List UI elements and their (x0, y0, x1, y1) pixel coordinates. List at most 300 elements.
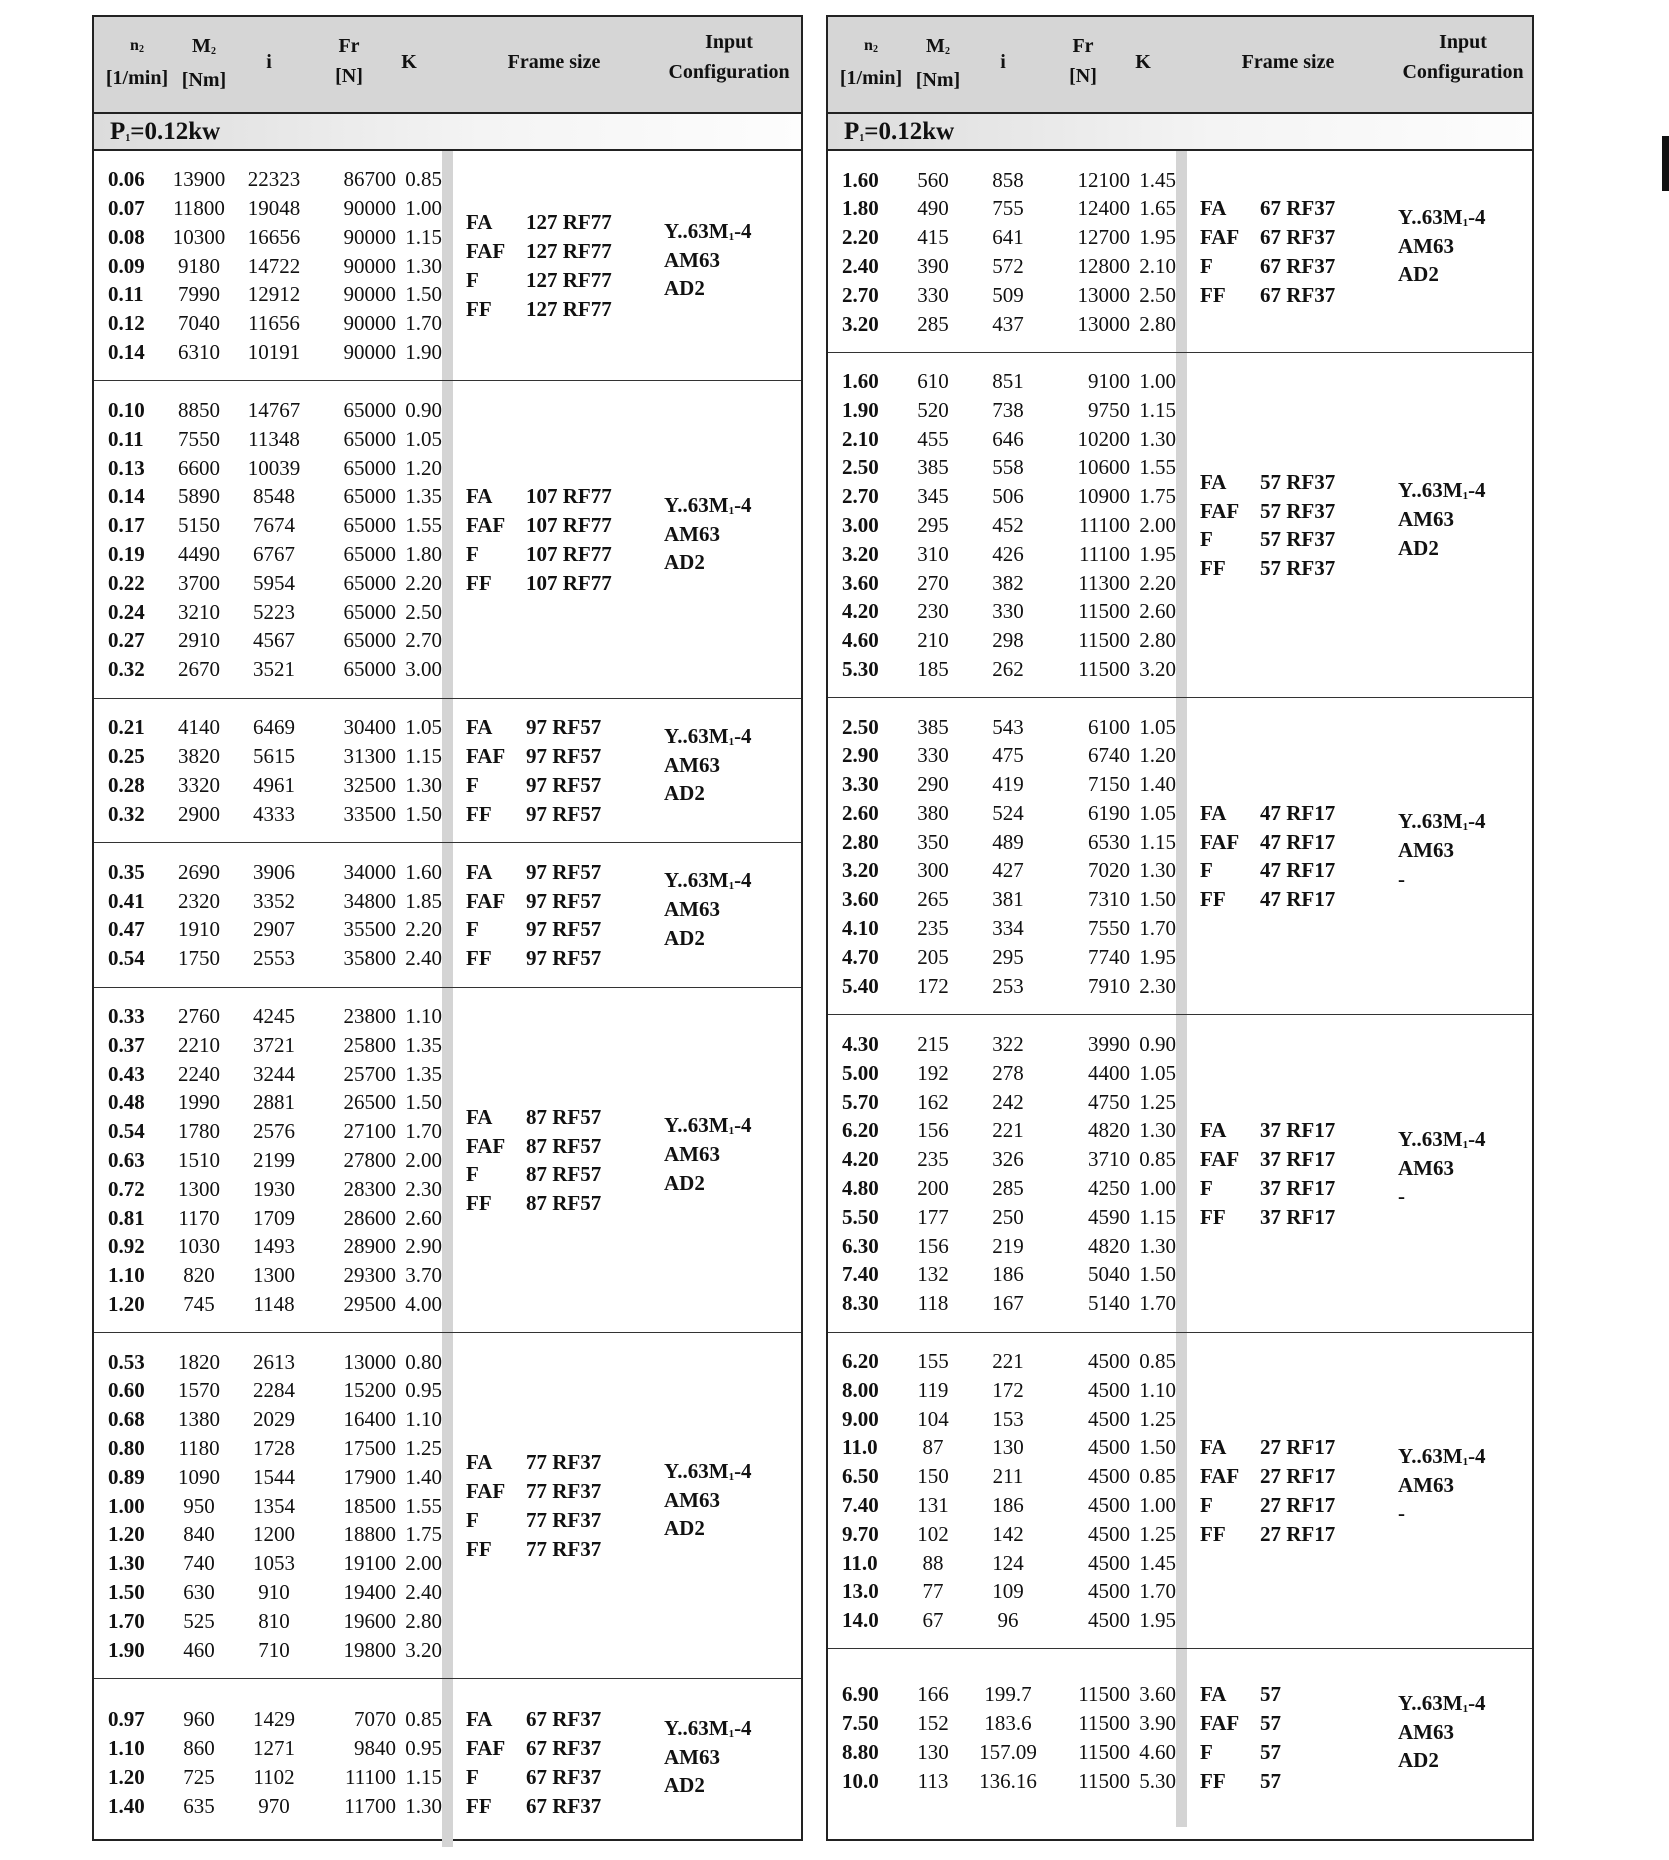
cell-n2: 14.0 (842, 1608, 879, 1633)
cell-fr: 12700 (1077, 225, 1130, 250)
cell-m2: 2240 (178, 1061, 220, 1086)
mounting-type: F (1200, 1739, 1213, 1764)
table-row (828, 1767, 1176, 1796)
cell-m2: 3210 (178, 599, 220, 624)
mounting-type: FF (466, 946, 492, 971)
cell-i: 2576 (253, 1119, 295, 1144)
cell-i: 1493 (253, 1234, 295, 1259)
mounting-type: F (1200, 253, 1213, 278)
cell-n2: 6.20 (842, 1349, 879, 1373)
cell-n2: 1.30 (108, 1551, 145, 1576)
frame-code: 107 RF77 (526, 484, 612, 509)
cell-i: 4245 (253, 1004, 295, 1029)
table-row (94, 425, 442, 454)
frame-code: 97 RF57 (526, 888, 602, 913)
cell-n2: 0.81 (108, 1205, 145, 1230)
table-row (94, 540, 442, 569)
cell-n2: 0.12 (108, 311, 145, 336)
frame-size-list (466, 1705, 636, 1820)
cell-fr: 29300 (343, 1263, 396, 1288)
frame-size-item (466, 1448, 636, 1477)
cell-k: 1.10 (405, 1407, 442, 1432)
cell-k: 1.15 (1139, 829, 1176, 854)
cell-k: 1.10 (405, 1004, 442, 1029)
cell-m2: 950 (183, 1493, 215, 1518)
mounting-type: F (1200, 1492, 1213, 1517)
cell-m2: 172 (917, 973, 949, 998)
cell-fr: 90000 (343, 339, 396, 364)
adapter-option: AD2 (1398, 535, 1439, 560)
cell-m2: 192 (917, 1060, 949, 1085)
cell-n2: 8.30 (842, 1291, 879, 1316)
table-row (94, 771, 442, 800)
cell-k: 2.90 (405, 1234, 442, 1259)
table-body (828, 151, 1532, 1827)
table-row (828, 1549, 1176, 1578)
table-row (828, 1738, 1176, 1767)
cell-n2: 7.40 (842, 1262, 879, 1287)
mounting-type: FAF (466, 1133, 506, 1158)
cell-m2: 131 (917, 1492, 949, 1517)
performance-rows (94, 1705, 442, 1820)
table-row (94, 858, 442, 887)
cell-m2: 520 (917, 397, 949, 422)
cell-n2: 0.28 (108, 772, 145, 797)
cell-m2: 6310 (178, 339, 220, 364)
adapter-option: AD2 (664, 1516, 705, 1541)
cell-m2: 1170 (178, 1205, 220, 1230)
cell-m2: 118 (917, 1291, 949, 1316)
cell-k: 2.20 (405, 570, 442, 595)
cell-k: 1.25 (1139, 1089, 1176, 1114)
cell-fr: 4750 (1088, 1089, 1130, 1114)
cell-i: 199.7 (984, 1682, 1032, 1707)
frame-size-item (466, 771, 636, 800)
adapter-model: AM63 (664, 1744, 720, 1769)
cell-fr: 19800 (343, 1637, 396, 1662)
cell-i: 6767 (253, 541, 295, 566)
cell-m2: 77 (922, 1579, 944, 1604)
cell-n2: 3.20 (842, 311, 879, 336)
cell-i: 242 (992, 1089, 1024, 1114)
header-fr: Fr [N] (335, 35, 363, 87)
frame-size-item (466, 540, 636, 569)
table-row (828, 281, 1176, 310)
cell-n2: 8.00 (842, 1377, 879, 1402)
input-configuration (664, 866, 799, 952)
cell-k: 0.95 (405, 1378, 442, 1403)
cell-fr: 28300 (343, 1176, 396, 1201)
frame-code: 97 RF57 (526, 715, 602, 740)
cell-i: 186 (992, 1492, 1024, 1517)
cell-m2: 345 (917, 484, 949, 509)
adapter-option: AD2 (664, 925, 705, 950)
cell-fr: 13000 (343, 1349, 396, 1374)
gearbox-group (94, 843, 801, 988)
cell-n2: 1.60 (842, 369, 879, 394)
cell-fr: 18500 (343, 1493, 396, 1518)
cell-fr: 4250 (1088, 1175, 1130, 1200)
cell-i: 7674 (253, 513, 295, 538)
cell-m2: 1990 (178, 1090, 220, 1115)
cell-m2: 4490 (178, 541, 220, 566)
frame-size-item (1200, 1709, 1370, 1738)
cell-m2: 1030 (178, 1234, 220, 1259)
frame-size-item (466, 800, 636, 829)
cell-m2: 10300 (172, 224, 226, 249)
adapter-model: AM63 (664, 521, 720, 546)
cell-i: 851 (992, 369, 1024, 394)
frame-size-list (1200, 194, 1370, 309)
cell-k: 1.50 (405, 801, 442, 826)
table-row (828, 972, 1176, 1001)
cell-m2: 2320 (178, 888, 220, 913)
motor-model: Y..63M1-4 (1398, 1443, 1486, 1468)
frame-code: 37 RF17 (1260, 1204, 1336, 1229)
column-divider (442, 843, 453, 987)
frame-size-list (1200, 1680, 1370, 1795)
cell-i: 1300 (253, 1263, 295, 1288)
frame-size-list (466, 482, 636, 597)
cell-i: 183.6 (984, 1711, 1032, 1736)
performance-rows (94, 165, 442, 367)
cell-n2: 4.20 (842, 1147, 879, 1172)
frame-size-item (1200, 1433, 1370, 1462)
frame-code: 47 RF17 (1260, 858, 1336, 883)
cell-k: 1.25 (405, 1435, 442, 1460)
mounting-type: FF (1200, 1521, 1226, 1546)
cell-n2: 7.50 (842, 1711, 879, 1736)
cell-n2: 3.60 (842, 570, 879, 595)
frame-size-item (466, 237, 636, 266)
column-divider (442, 1679, 453, 1847)
cell-i: 1053 (253, 1551, 295, 1576)
cell-m2: 330 (917, 282, 949, 307)
cell-k: 1.00 (1139, 1492, 1176, 1517)
cell-m2: 185 (917, 657, 949, 682)
cell-n2: 0.14 (108, 339, 145, 364)
cell-m2: 1380 (178, 1407, 220, 1432)
cell-n2: 4.80 (842, 1175, 879, 1200)
cell-i: 253 (992, 973, 1024, 998)
cell-fr: 4500 (1088, 1608, 1130, 1633)
cell-i: 3244 (253, 1061, 295, 1086)
cell-m2: 155 (917, 1349, 949, 1373)
cell-i: 322 (992, 1032, 1024, 1056)
cell-n2: 0.10 (108, 398, 145, 422)
motor-model: Y..63M1-4 (664, 218, 752, 243)
cell-fr: 18800 (343, 1522, 396, 1547)
frame-size-item (1200, 1145, 1370, 1174)
table-row (94, 1290, 442, 1319)
frame-size-list (466, 208, 636, 323)
cell-n2: 0.54 (108, 1119, 145, 1144)
cell-i: 710 (258, 1637, 290, 1662)
cell-k: 1.00 (1139, 369, 1176, 394)
cell-fr: 16400 (343, 1407, 396, 1432)
cell-k: 1.50 (1139, 1262, 1176, 1287)
cell-i: 22323 (247, 167, 301, 192)
cell-k: 1.55 (405, 513, 442, 538)
mounting-type: FA (466, 715, 493, 740)
cell-i: 330 (992, 599, 1024, 624)
mounting-type: FAF (466, 1736, 506, 1761)
cell-i: 858 (992, 167, 1024, 192)
cell-m2: 3820 (178, 744, 220, 769)
table-row (94, 1463, 442, 1492)
cell-i: 10039 (247, 455, 301, 480)
cell-fr: 65000 (343, 570, 396, 595)
cell-m2: 200 (917, 1175, 949, 1200)
frame-size-item (1200, 799, 1370, 828)
frame-size-item (466, 1763, 636, 1792)
frame-size-item (466, 482, 636, 511)
adapter-option: AD2 (664, 550, 705, 575)
cell-m2: 2760 (178, 1004, 220, 1029)
cell-n2: 0.37 (108, 1032, 145, 1057)
cell-fr: 19600 (343, 1608, 396, 1633)
cell-i: 1544 (253, 1464, 295, 1489)
cell-i: 172 (992, 1377, 1024, 1402)
cell-fr: 4500 (1088, 1435, 1130, 1460)
mounting-type: F (1200, 858, 1213, 883)
cell-i: 1728 (253, 1435, 295, 1460)
column-divider (442, 988, 453, 1332)
cell-m2: 1820 (178, 1349, 220, 1374)
cell-i: 285 (992, 1175, 1024, 1200)
cell-n2: 13.0 (842, 1579, 879, 1604)
cell-k: 1.35 (405, 484, 442, 509)
cell-n2: 11.0 (842, 1435, 878, 1460)
cell-n2: 0.35 (108, 859, 145, 884)
frame-code: 97 RF57 (526, 744, 602, 769)
cell-m2: 330 (917, 743, 949, 768)
cell-n2: 0.47 (108, 917, 145, 942)
cell-m2: 6600 (178, 455, 220, 480)
header-k: K (401, 51, 417, 73)
cell-i: 326 (992, 1147, 1024, 1172)
cell-k: 1.30 (405, 1793, 442, 1818)
cell-k: 1.50 (1139, 1435, 1176, 1460)
cell-fr: 65000 (343, 599, 396, 624)
table-row (94, 280, 442, 309)
header-fr: Fr [N] (1069, 35, 1097, 87)
cell-m2: 270 (917, 570, 949, 595)
cell-fr: 11100 (1079, 541, 1130, 566)
cell-k: 2.70 (405, 628, 442, 653)
cell-fr: 4500 (1088, 1464, 1130, 1489)
cell-i: 426 (992, 541, 1024, 566)
table-row (828, 511, 1176, 540)
cell-k: 1.15 (1139, 397, 1176, 422)
cell-m2: 1910 (178, 917, 220, 942)
input-configuration (1398, 476, 1533, 562)
cell-n2: 0.48 (108, 1090, 145, 1115)
cell-fr: 19400 (343, 1579, 396, 1604)
cell-i: 558 (992, 455, 1024, 480)
cell-k: 1.00 (405, 195, 442, 220)
cell-n2: 0.21 (108, 715, 145, 740)
cell-k: 2.80 (1139, 311, 1176, 336)
table-row (94, 1060, 442, 1089)
input-configuration (664, 1714, 799, 1800)
cell-fr: 11500 (1078, 1711, 1130, 1736)
cell-fr: 90000 (343, 224, 396, 249)
cell-fr: 10600 (1077, 455, 1130, 480)
cell-i: 10191 (247, 339, 301, 364)
cell-n2: 1.20 (108, 1522, 145, 1547)
table-row (94, 309, 442, 338)
cell-m2: 8850 (178, 398, 220, 422)
mounting-type: FF (1200, 1204, 1226, 1229)
frame-code: 27 RF17 (1260, 1521, 1336, 1546)
cell-k: 0.85 (1139, 1349, 1176, 1373)
frame-code: 27 RF17 (1260, 1435, 1336, 1460)
cell-n2: 6.90 (842, 1682, 879, 1707)
table-row (94, 1204, 442, 1233)
motor-model: Y..63M1-4 (1398, 204, 1486, 229)
mounting-type: F (466, 267, 479, 292)
cell-m2: 5150 (178, 513, 220, 538)
cell-fr: 9840 (354, 1736, 396, 1761)
cell-n2: 0.53 (108, 1349, 145, 1374)
cell-m2: 385 (917, 455, 949, 480)
table-row (94, 1549, 442, 1578)
table-row (828, 741, 1176, 770)
table-row (828, 1491, 1176, 1520)
cell-k: 2.00 (405, 1551, 442, 1576)
table-row (94, 454, 442, 483)
cell-k: 1.95 (1139, 1608, 1176, 1633)
frame-code: 67 RF37 (1260, 282, 1336, 307)
cell-i: 1200 (253, 1522, 295, 1547)
cell-fr: 65000 (343, 628, 396, 653)
cell-k: 0.90 (405, 398, 442, 422)
cell-fr: 7070 (354, 1707, 396, 1732)
frame-code: 67 RF37 (526, 1707, 602, 1732)
header-i: i (1000, 51, 1006, 73)
page-edge-mark (1662, 136, 1669, 191)
cell-i: 142 (992, 1521, 1024, 1546)
mounting-type: FAF (466, 1479, 506, 1504)
cell-m2: 525 (183, 1608, 215, 1633)
cell-n2: 4.20 (842, 599, 879, 624)
mounting-type: FA (1200, 1118, 1227, 1143)
cell-k: 1.05 (405, 426, 442, 451)
frame-size-item (466, 266, 636, 295)
adapter-model: AM63 (664, 897, 720, 922)
cell-k: 0.90 (1139, 1032, 1176, 1056)
cell-fr: 11500 (1078, 1739, 1130, 1764)
cell-k: 2.40 (405, 1579, 442, 1604)
cell-k: 1.55 (405, 1493, 442, 1518)
cell-k: 1.40 (405, 1464, 442, 1489)
table-row (828, 166, 1176, 195)
cell-k: 1.25 (1139, 1521, 1176, 1546)
table-header (828, 17, 1532, 114)
cell-i: 755 (992, 196, 1024, 221)
mounting-type: FAF (1200, 1464, 1240, 1489)
cell-i: 219 (992, 1233, 1024, 1258)
cell-fr: 7020 (1088, 858, 1130, 883)
cell-n2: 0.14 (108, 484, 145, 509)
mounting-type: FAF (1200, 829, 1240, 854)
cell-n2: 2.90 (842, 743, 879, 768)
column-divider (1176, 1649, 1187, 1827)
table-row (828, 1289, 1176, 1318)
cell-k: 1.20 (405, 455, 442, 480)
frame-size-item (466, 1506, 636, 1535)
cell-k: 1.45 (1139, 167, 1176, 192)
frame-code: 67 RF37 (1260, 196, 1336, 221)
adapter-option: - (1398, 1501, 1405, 1526)
frame-code: 37 RF17 (1260, 1147, 1336, 1172)
cell-i: 14722 (247, 253, 301, 278)
cell-n2: 0.68 (108, 1407, 145, 1432)
cell-fr: 65000 (343, 484, 396, 509)
frame-size-item (1200, 223, 1370, 252)
performance-rows (828, 367, 1176, 684)
table-row (94, 655, 442, 684)
frame-size-item (466, 944, 636, 973)
cell-k: 1.85 (405, 888, 442, 913)
mounting-type: FF (466, 296, 492, 321)
column-divider (1176, 1333, 1187, 1648)
column-divider (1176, 698, 1187, 1014)
adapter-model: AM63 (1398, 1472, 1454, 1497)
input-configuration (1398, 1125, 1533, 1211)
cell-fr: 7310 (1088, 887, 1130, 912)
table-row (94, 252, 442, 281)
cell-n2: 0.11 (108, 282, 144, 307)
cell-fr: 4820 (1088, 1118, 1130, 1143)
table-row (828, 540, 1176, 569)
frame-code: 87 RF57 (526, 1162, 602, 1187)
gearbox-group (94, 988, 801, 1333)
input-configuration (664, 722, 799, 808)
cell-m2: 113 (917, 1768, 949, 1793)
mounting-type: FF (1200, 887, 1226, 912)
cell-m2: 215 (917, 1032, 949, 1056)
column-divider (442, 1333, 453, 1678)
cell-m2: 152 (917, 1711, 949, 1736)
frame-size-list (466, 1448, 636, 1563)
cell-fr: 11700 (344, 1793, 396, 1818)
mounting-type: FA (1200, 800, 1227, 825)
table-row (828, 1203, 1176, 1232)
cell-m2: 350 (917, 829, 949, 854)
cell-fr: 90000 (343, 195, 396, 220)
cell-k: 3.00 (405, 657, 442, 682)
cell-m2: 295 (917, 513, 949, 538)
adapter-model: AM63 (664, 752, 720, 777)
table-row (828, 713, 1176, 742)
table-row (828, 914, 1176, 943)
cell-fr: 7740 (1088, 944, 1130, 969)
cell-k: 1.90 (405, 339, 442, 364)
frame-code: 77 RF37 (526, 1450, 602, 1475)
cell-m2: 5890 (178, 484, 220, 509)
cell-m2: 87 (922, 1435, 944, 1460)
gearbox-group (828, 353, 1532, 698)
cell-m2: 380 (917, 800, 949, 825)
frame-size-item (1200, 252, 1370, 281)
cell-k: 2.10 (1139, 253, 1176, 278)
cell-fr: 34000 (343, 859, 396, 884)
motor-model: Y..63M1-4 (664, 1715, 752, 1740)
table-row (828, 1462, 1176, 1491)
cell-n2: 2.20 (842, 225, 879, 250)
